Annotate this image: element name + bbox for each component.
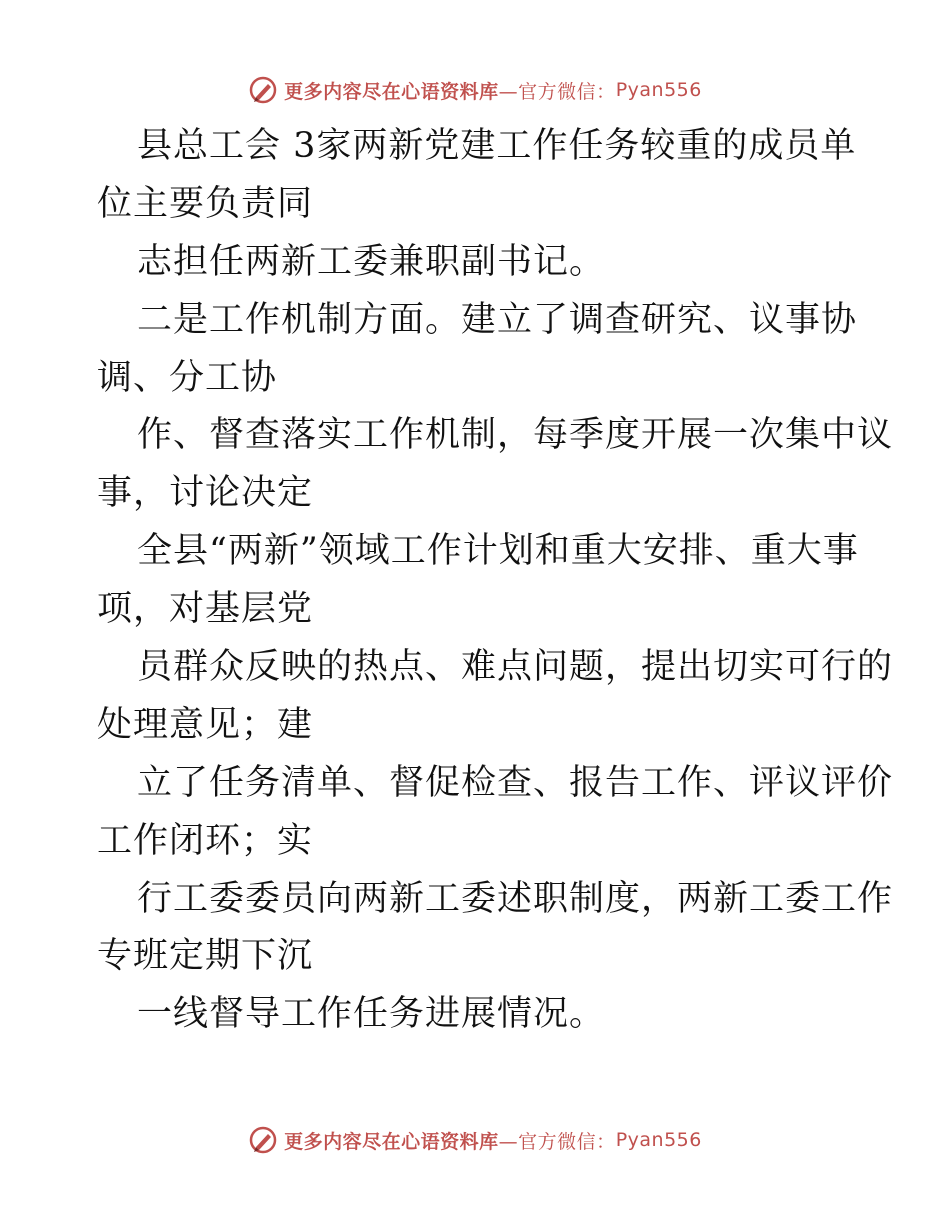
text-line: 工作闭环；实 <box>97 820 314 861</box>
text-line: 二是工作机制方面。建立了调查研究、议事协 <box>137 299 858 340</box>
text-line: 员群众反映的热点、难点问题，提出切实可行的 <box>137 647 894 688</box>
text-line: 专班定期下沉 <box>97 936 314 977</box>
text-line: 立了任务清单、督促检查、报告工作、评议评价 <box>137 762 894 803</box>
document-body <box>97 118 894 1044</box>
banner-sub-text: —官方微信： <box>498 1130 616 1153</box>
footer-watermark <box>0 1120 950 1160</box>
text-line: 一线督导工作任务进展情况。 <box>137 994 606 1035</box>
text-line: 事，讨论决定 <box>97 473 314 514</box>
text-line: 位主要负责同 <box>97 183 314 224</box>
pen-logo-icon <box>248 1125 278 1155</box>
text-line: 调、分工协 <box>97 357 278 398</box>
banner-wechat-id: Pyan556 <box>615 79 702 101</box>
banner-main-text: 更多内容尽在心语资料库 <box>284 1130 499 1153</box>
text-line: 项，对基层党 <box>97 589 314 630</box>
text-line: 志担任两新工委兼职副书记。 <box>137 241 606 282</box>
text-line: 处理意见；建 <box>97 704 314 745</box>
banner-wechat-id: Pyan556 <box>615 1129 702 1151</box>
banner-sub-text: —官方微信： <box>498 80 616 103</box>
text-line: 全县“两新”领域工作计划和重大安排、重大事 <box>137 531 859 572</box>
text-line: 行工委委员向两新工委述职制度，两新工委工作 <box>137 878 894 919</box>
text-line: 作、督查落实工作机制，每季度开展一次集中议 <box>137 415 894 456</box>
text-line: 县总工会 3家两新党建工作任务较重的成员单 <box>137 126 857 166</box>
pen-logo-icon <box>248 75 278 105</box>
header-watermark <box>0 70 950 110</box>
banner-main-text: 更多内容尽在心语资料库 <box>284 80 499 103</box>
